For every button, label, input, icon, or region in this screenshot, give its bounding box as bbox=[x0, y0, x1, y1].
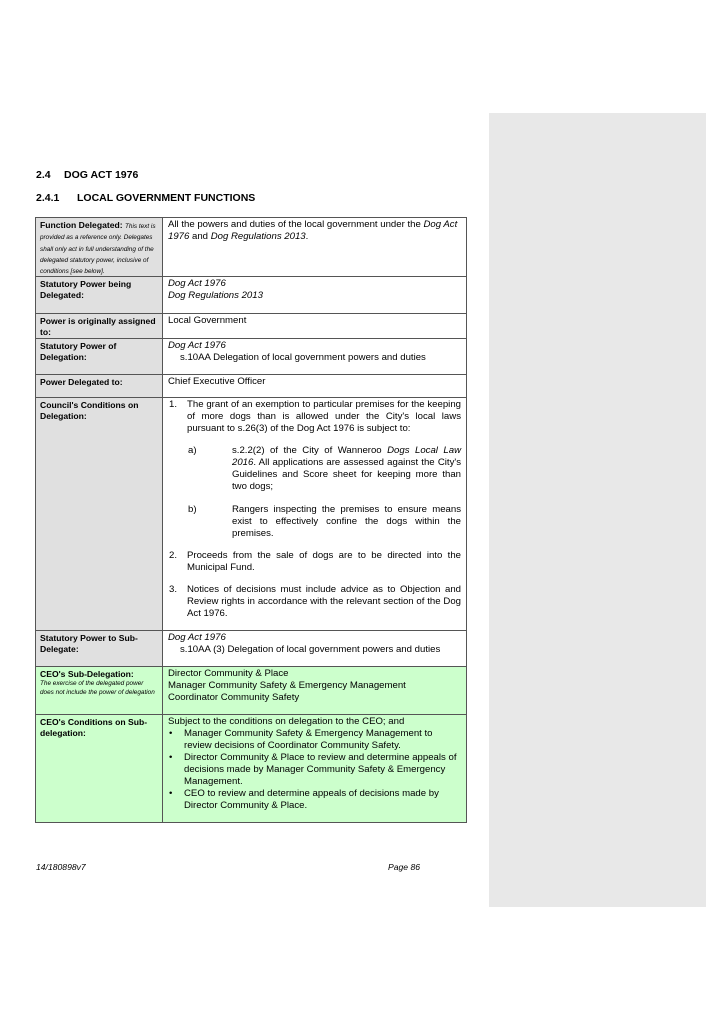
subsection-number: 2.4.1 bbox=[36, 192, 60, 204]
function-delegated-value bbox=[163, 218, 467, 277]
condition-item-1 bbox=[168, 399, 461, 540]
statutory-power-delegation-value bbox=[163, 339, 467, 375]
condition-sub-a-rest: . All applications are assessed against the City's Guidelines and Score sheet for keeping more than two dogs; bbox=[232, 457, 461, 493]
function-delegated-act: Dog Act 1976 bbox=[168, 219, 458, 242]
footer-doc-ref: 14/180898v7 bbox=[36, 862, 86, 872]
comment-pane bbox=[489, 113, 706, 907]
condition-item-2 bbox=[168, 550, 461, 574]
subsection-heading bbox=[36, 192, 255, 204]
footer-page-number: Page 86 bbox=[388, 862, 421, 872]
delegated-to-value: Chief Executive Officer bbox=[163, 375, 467, 398]
function-delegated-period: . bbox=[305, 231, 309, 242]
row-council-conditions bbox=[36, 398, 467, 631]
ceo-conditions-intro: Subject to the conditions on delegation to the CEO; and bbox=[168, 716, 405, 728]
row-ceo-sub-delegation bbox=[36, 667, 467, 715]
statutory-power-line2: Dog Regulations 2013 bbox=[168, 290, 263, 302]
ceo-sub-delegate-1: Director Community & Place bbox=[168, 668, 289, 680]
ceo-conditions-list bbox=[168, 728, 461, 812]
condition-number-1: 1. bbox=[169, 399, 178, 411]
delegation-table bbox=[35, 217, 467, 823]
condition-number-3: 3. bbox=[169, 584, 178, 596]
function-delegated-regs: Dog Regulations 2013 bbox=[210, 231, 306, 242]
condition-sub-a bbox=[187, 445, 461, 493]
bullet-icon: • bbox=[169, 752, 173, 764]
row-function-delegated bbox=[36, 218, 467, 277]
ceo-sub-delegation-label-cell bbox=[36, 667, 163, 715]
row-ceo-conditions bbox=[36, 715, 467, 823]
statutory-power-line1: Dog Act 1976 bbox=[168, 278, 226, 290]
sub-delegate-power-line1: Dog Act 1976 bbox=[168, 632, 226, 644]
council-conditions-list bbox=[168, 399, 461, 620]
council-conditions-value bbox=[163, 398, 467, 631]
condition-sub-a-letter: a) bbox=[188, 445, 197, 457]
statutory-power-label: Statutory Power being Delegated: bbox=[36, 277, 163, 314]
delegated-to-label: Power Delegated to: bbox=[36, 375, 163, 398]
condition-number-2: 2. bbox=[169, 550, 178, 562]
condition-sub-a-law: Dogs Local Law 2016 bbox=[232, 445, 461, 469]
function-delegated-text: All the powers and duties of the local government under the bbox=[168, 219, 424, 230]
ceo-sub-delegation-value bbox=[163, 667, 467, 715]
function-delegated-note: This text is provided as a reference only. Delegates shall only act in full understanding of the delegated statutory power, inclusive of conditions [see below]. bbox=[40, 223, 156, 276]
condition-text-3: Notices of decisions must include advice as to Objection and Review rights in accordance with the relevant section of the Dog Act 1976. bbox=[187, 584, 461, 620]
statutory-power-value bbox=[163, 277, 467, 314]
sub-delegate-power-value bbox=[163, 631, 467, 667]
section-number: 2.4 bbox=[36, 169, 51, 181]
originally-assigned-label: Power is originally assigned to: bbox=[36, 314, 163, 339]
sub-delegate-power-line2: s.10AA (3) Delegation of local government powers and duties bbox=[180, 644, 441, 656]
ceo-condition-text: Manager Community Safety & Emergency Management to review decisions of Coordinator Community Safety. bbox=[184, 728, 433, 752]
row-delegated-to bbox=[36, 375, 467, 398]
statutory-power-delegation-line1: Dog Act 1976 bbox=[168, 340, 226, 352]
subsection-title: LOCAL GOVERNMENT FUNCTIONS bbox=[77, 192, 256, 204]
statutory-power-delegation-line2: s.10AA Delegation of local government powers and duties bbox=[180, 352, 426, 364]
section-title: DOG ACT 1976 bbox=[64, 169, 139, 181]
condition-sub-b bbox=[187, 504, 461, 540]
row-sub-delegate-power bbox=[36, 631, 467, 667]
row-statutory-power bbox=[36, 277, 467, 314]
row-statutory-power-delegation bbox=[36, 339, 467, 375]
condition-sub-b-text: Rangers inspecting the premises to ensure means exist to effectively confine the dogs within the premises. bbox=[232, 504, 461, 540]
ceo-sub-delegate-2: Manager Community Safety & Emergency Management bbox=[168, 680, 406, 692]
bullet-icon: • bbox=[169, 728, 173, 740]
originally-assigned-value: Local Government bbox=[163, 314, 467, 339]
condition-item-3 bbox=[168, 584, 461, 620]
ceo-sub-delegate-3: Coordinator Community Safety bbox=[168, 692, 300, 704]
statutory-power-delegation-label: Statutory Power of Delegation: bbox=[36, 339, 163, 375]
bullet-icon: • bbox=[169, 788, 173, 800]
function-delegated-label: Function Delegated: bbox=[40, 220, 123, 230]
condition-text-2: Proceeds from the sale of dogs are to be directed into the Municipal Fund. bbox=[187, 550, 461, 574]
function-delegated-label-cell bbox=[36, 218, 163, 277]
ceo-condition-text: CEO to review and determine appeals of decisions made by Director Community & Place. bbox=[184, 788, 439, 812]
ceo-condition-bullet bbox=[168, 788, 461, 812]
condition-sub-a-text: s.2.2(2) of the City of Wanneroo bbox=[232, 445, 388, 457]
sub-delegate-power-label: Statutory Power to Sub-Delegate: bbox=[36, 631, 163, 667]
ceo-sub-delegation-note: The exercise of the delegated power does not include the power of delegation bbox=[40, 680, 155, 696]
ceo-condition-bullet bbox=[168, 728, 461, 752]
condition-text-1: The grant of an exemption to particular premises for the keeping of more dogs than is allowed under the City's local laws pursuant to s.26(3) of the Dog Act 1976 is subject to: bbox=[187, 399, 461, 435]
council-conditions-label: Council's Conditions on Delegation: bbox=[36, 398, 163, 631]
ceo-sub-delegation-label: CEO's Sub-Delegation: bbox=[40, 669, 134, 680]
ceo-conditions-value bbox=[163, 715, 467, 823]
ceo-condition-text: Director Community & Place to review and determine appeals of decisions made by Manager Community Safety & Emergency Management. bbox=[184, 752, 457, 788]
condition-sub-b-letter: b) bbox=[188, 504, 197, 516]
function-delegated-and: and bbox=[189, 231, 211, 242]
ceo-conditions-label: CEO's Conditions on Sub-delegation: bbox=[36, 715, 163, 823]
row-originally-assigned bbox=[36, 314, 467, 339]
section-heading bbox=[36, 169, 138, 181]
ceo-condition-bullet bbox=[168, 752, 461, 788]
